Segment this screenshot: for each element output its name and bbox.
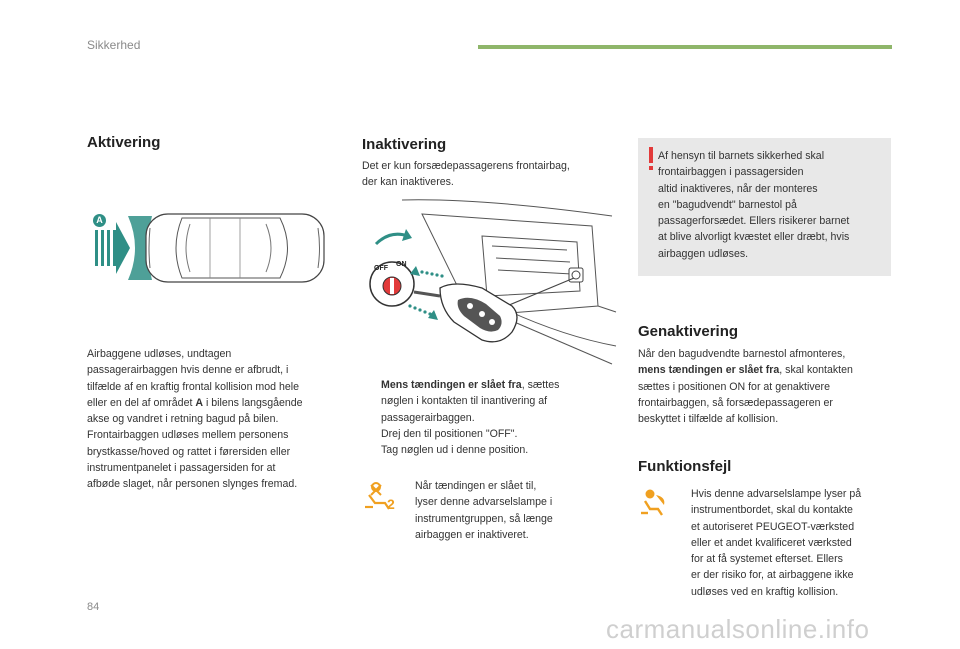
activation-line-part: eller en del af området: [87, 396, 196, 409]
reactivation-line: frontairbaggen, så forsædepassageren er: [638, 396, 833, 409]
malfunction-line: Hvis denne advarselslampe lyser på: [691, 488, 862, 500]
malfunction-text: [691, 486, 891, 600]
warning-line: en "bagudvendt" barnestol på: [658, 198, 797, 211]
warning-line: airbaggen udløses.: [658, 247, 749, 260]
step-item: [365, 377, 605, 426]
malfunction-line: udløses ved en kraftig kollision.: [691, 585, 839, 598]
reactivation-bold: mens tændingen er slået fra: [638, 364, 780, 377]
malfunction-line: for at få systemet efterset. Ellers: [691, 553, 843, 566]
inactivation-intro: [362, 158, 612, 191]
malfunction-line: eller et andet kvalificeret værksted: [691, 536, 852, 549]
switch-off-label: OFF: [374, 265, 388, 272]
malfunction-title: Funktionsfejl: [638, 458, 732, 475]
lamp-text-line: instrumentgruppen, så længe: [415, 512, 553, 525]
lamp-description: [415, 478, 615, 543]
section-label: Sikkerhed: [87, 38, 141, 52]
warning-line: passagerforsædet. Ellers risikerer barnet: [658, 215, 850, 228]
activation-line: Airbaggene udløses, undtagen: [87, 348, 232, 360]
activation-zone-ref: A: [195, 396, 204, 409]
reactivation-paragraph: [638, 346, 893, 427]
step-item: [365, 426, 605, 442]
page-number: 84: [87, 601, 100, 613]
activation-title: Aktivering: [87, 134, 161, 151]
step-text: , sættes: [521, 379, 560, 391]
passenger-airbag-off-lamp-icon: [363, 481, 399, 513]
dotted-arrow: [408, 304, 438, 320]
malfunction-line: et autoriseret PEUGEOT-værksted: [691, 520, 855, 533]
reactivation-line: beskyttet i tilfælde af kollision.: [638, 413, 779, 426]
activation-line: afbøde slaget, når personen slynges fremad.: [87, 478, 298, 491]
malfunction-line: instrumentbordet, skal du kontakte: [691, 504, 853, 517]
watermark: carmanualsonline.info: [606, 614, 870, 644]
lamp-badge: 2: [387, 496, 395, 512]
warning-exclamation-icon: [648, 147, 654, 171]
car-top-view-illustration: [90, 208, 330, 288]
warning-line: Af hensyn til barnets sikkerhed skal: [658, 150, 825, 162]
switch-on-label: ON: [396, 261, 407, 268]
warning-line: frontairbaggen i passagersiden: [658, 166, 804, 179]
airbag-fault-lamp-icon: [640, 489, 670, 517]
inactivation-intro-line: Det er kun forsædepassagerens frontairbag,: [362, 160, 570, 172]
activation-line: [87, 395, 337, 411]
warning-line: altid inaktiveres, når der monteres: [658, 182, 818, 195]
reactivation-line: Når den bagudvendte barnestol afmonteres,: [638, 348, 846, 360]
activation-line: tilfælde af en kraftig frontal kollision mod hele: [87, 380, 299, 393]
lamp-text-line: Når tændingen er slået til,: [415, 480, 537, 492]
inactivation-steps: [365, 377, 605, 458]
impact-arrow: [116, 222, 130, 274]
warning-text: [658, 148, 890, 262]
activation-line: instrumentpanelet i passagersiden for at: [87, 462, 276, 475]
step-text: Drej den til positionen "OFF".: [381, 427, 518, 440]
reactivation-title: Genaktivering: [638, 323, 739, 340]
lamp-text-line: lyser denne advarselslampe i: [415, 496, 553, 509]
warning-line: at blive alvorligt kvæstet eller dræbt, hvis: [658, 231, 850, 244]
reactivation-line-part: , skal kontakten: [779, 364, 853, 377]
step-text: nøglen i kontakten til inantivering af: [381, 395, 548, 408]
header-accent-bar: [478, 45, 892, 49]
activation-line: akse og vandret i retning bagud på bilen.: [87, 413, 279, 426]
step-item: [365, 442, 605, 458]
zone-a-marker: [93, 214, 106, 227]
activation-line-part: i bilens langsgående: [203, 396, 303, 409]
zone-a-marker-label: A: [96, 215, 103, 225]
activation-paragraph: [87, 346, 337, 493]
step-text: Tag nøglen ud i denne position.: [381, 444, 529, 457]
impact-stripes: [95, 230, 116, 266]
reactivation-line: [638, 362, 893, 378]
activation-line: brystkasse/hoved og rattet i førersiden eller: [87, 445, 291, 458]
dotted-arrow: [410, 266, 444, 278]
activation-line: passagerairbaggen hvis denne er afbrudt, i: [87, 364, 289, 377]
malfunction-line: er der risiko for, at airbaggene ikke: [691, 569, 854, 582]
inactivation-intro-line: der kan inaktiveres.: [362, 176, 454, 189]
step-bold: Mens tændingen er slået fra: [381, 379, 522, 391]
inactivation-title: Inaktivering: [362, 136, 447, 153]
reactivation-line: sættes i positionen ON for at genaktivere: [638, 380, 830, 393]
airbag-switch-illustration: [362, 196, 617, 368]
activation-line: Frontairbaggen udløses mellem personens: [87, 429, 289, 442]
step-text: passagerairbaggen.: [381, 411, 475, 424]
lamp-text-line: airbaggen er inaktiveret.: [415, 528, 529, 541]
